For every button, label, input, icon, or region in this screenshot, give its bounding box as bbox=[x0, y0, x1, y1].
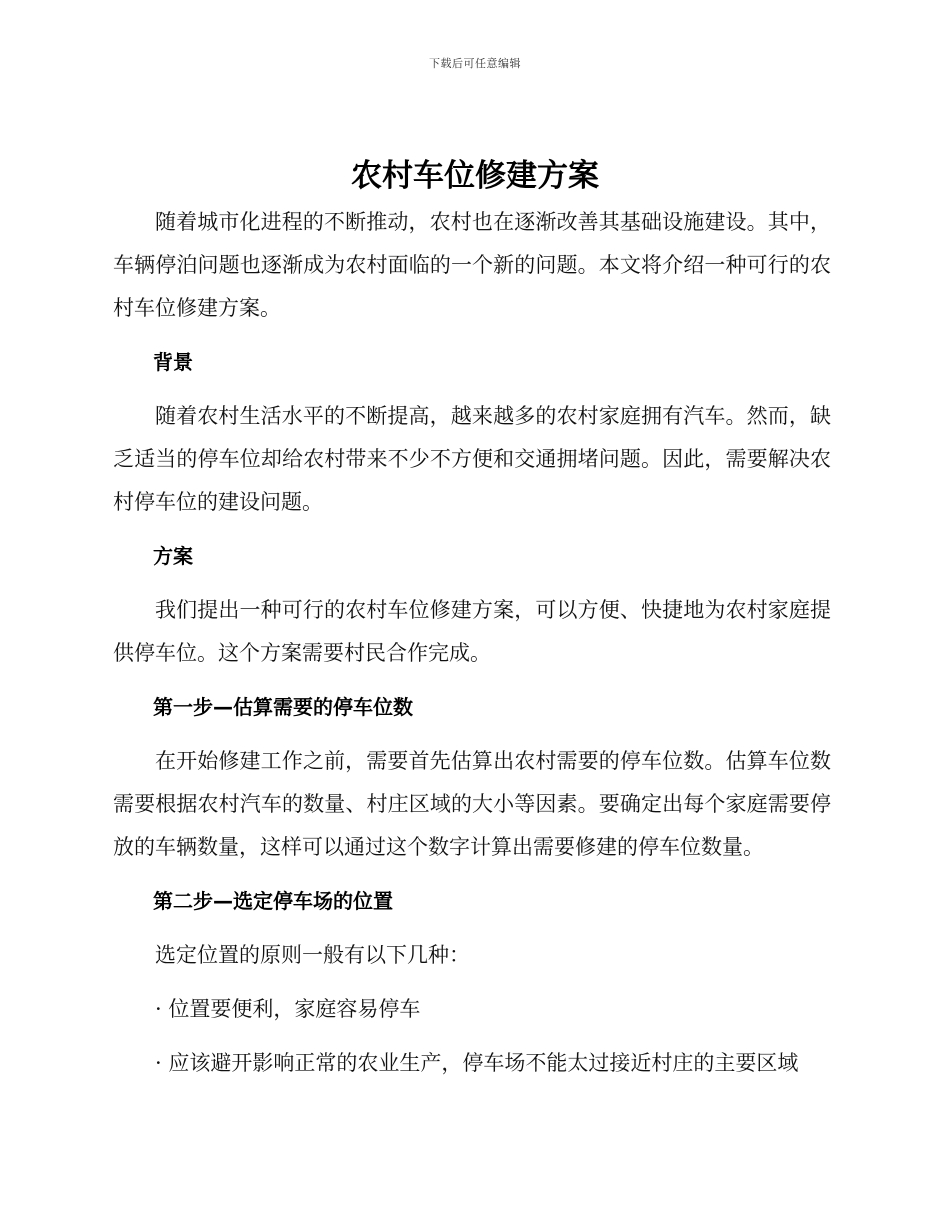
intro-paragraph: 随着城市化进程的不断推动，农村也在逐渐改善其基础设施建设。其中，车辆停泊问题也逐渐成为农村面临的一个新的问题。本文将介绍一种可行的农村车位修建方案。 bbox=[113, 210, 831, 320]
section-heading-background: 背景 bbox=[153, 350, 193, 374]
list-item: · 应该避开影响正常的农业生产，停车场不能太过接近村庄的主要区域 bbox=[155, 1051, 799, 1075]
header-note: 下载后可任意编辑 bbox=[429, 57, 521, 70]
section-heading-step2: 第二步—选定停车场的位置 bbox=[153, 889, 393, 913]
plan-paragraph: 我们提出一种可行的农村车位修建方案，可以方便、快捷地为农村家庭提供停车位。这个方案需要村民合作完成。 bbox=[113, 598, 831, 665]
section-heading-step1: 第一步—估算需要的停车位数 bbox=[153, 695, 413, 719]
section-heading-plan: 方案 bbox=[153, 544, 193, 568]
document-title: 农村车位修建方案 bbox=[351, 158, 599, 194]
list-item: · 位置要便利，家庭容易停车 bbox=[155, 997, 421, 1021]
background-paragraph: 随着农村生活水平的不断提高，越来越多的农村家庭拥有汽车。然而，缺乏适当的停车位却给农村带来不少不方便和交通拥堵问题。因此，需要解决农村停车位的建设问题。 bbox=[113, 404, 831, 514]
step2-paragraph: 选定位置的原则一般有以下几种： bbox=[155, 943, 470, 967]
step1-paragraph: 在开始修建工作之前，需要首先估算出农村需要的停车位数。估算车位数需要根据农村汽车的数量、村庄区域的大小等因素。要确定出每个家庭需要停放的车辆数量，这样可以通过这个数字计算出需要修建的停车位数量。 bbox=[113, 749, 831, 859]
document-body bbox=[113, 201, 831, 1085]
